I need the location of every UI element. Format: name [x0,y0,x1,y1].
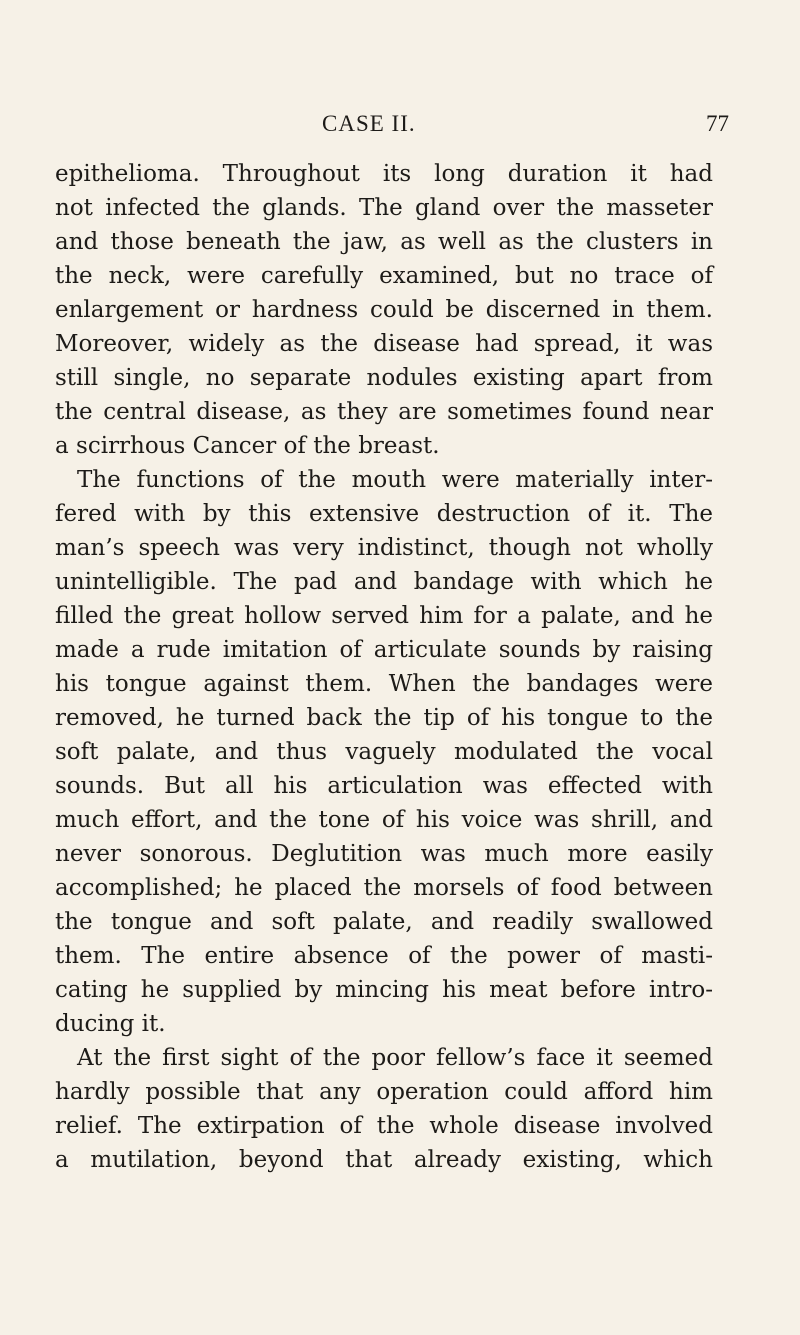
text-line: them. The entire absence of the power of masti- [55,943,713,969]
text-line: Moreover, widely as the disease had spread, it was [55,331,713,357]
text-line: unintelligible. The pad and bandage with which he [55,569,713,595]
text-line: enlargement or hardness could be discerned in them. [55,297,713,323]
body-text [55,157,713,1177]
text-line: filled the great hollow served him for a palate, and he [55,603,713,629]
page-number: 77 [706,111,729,136]
text-line: hardly possible that any operation could afford him [55,1079,713,1105]
text-line: soft palate, and thus vaguely modulated the vocal [55,739,713,765]
text-line: made a rude imitation of articulate sounds by raising [55,637,713,663]
text-line: his tongue against them. When the bandages were [55,671,713,697]
text-line: much effort, and the tone of his voice was shrill, and [55,807,713,833]
paragraph-start-line: The functions of the mouth were materially inter- [77,467,713,493]
text-line: accomplished; he placed the morsels of food between [55,875,713,901]
text-line: the neck, were carefully examined, but no trace of [55,263,713,289]
paragraph-start-line: At the first sight of the poor fellow’s face it seemed [77,1045,713,1071]
text-line: not infected the glands. The gland over the masseter [55,195,713,221]
text-line: relief. The extirpation of the whole disease involved [55,1113,713,1139]
text-line: never sonorous. Deglutition was much more easily [55,841,713,867]
text-line: sounds. But all his articulation was effected with [55,773,713,799]
text-line: still single, no separate nodules existing apart from [55,365,713,391]
text-line: a scirrhous Cancer of the breast. [55,433,440,459]
text-line: the tongue and soft palate, and readily swallowed [55,909,713,935]
text-line: removed, he turned back the tip of his tongue to the [55,705,713,731]
text-line: a mutilation, beyond that already existing, which [55,1147,713,1173]
text-line: cating he supplied by mincing his meat before intro- [55,977,713,1003]
running-title: CASE II. [322,111,416,136]
text-line: fered with by this extensive destruction of it. The [55,501,713,527]
running-head [0,111,800,141]
text-line: the central disease, as they are sometimes found near [55,399,713,425]
text-line: man’s speech was very indistinct, though not wholly [55,535,713,561]
text-line: ducing it. [55,1011,166,1037]
text-line: and those beneath the jaw, as well as the clusters in [55,229,713,255]
text-line: epithelioma. Throughout its long duration it had [55,161,713,187]
